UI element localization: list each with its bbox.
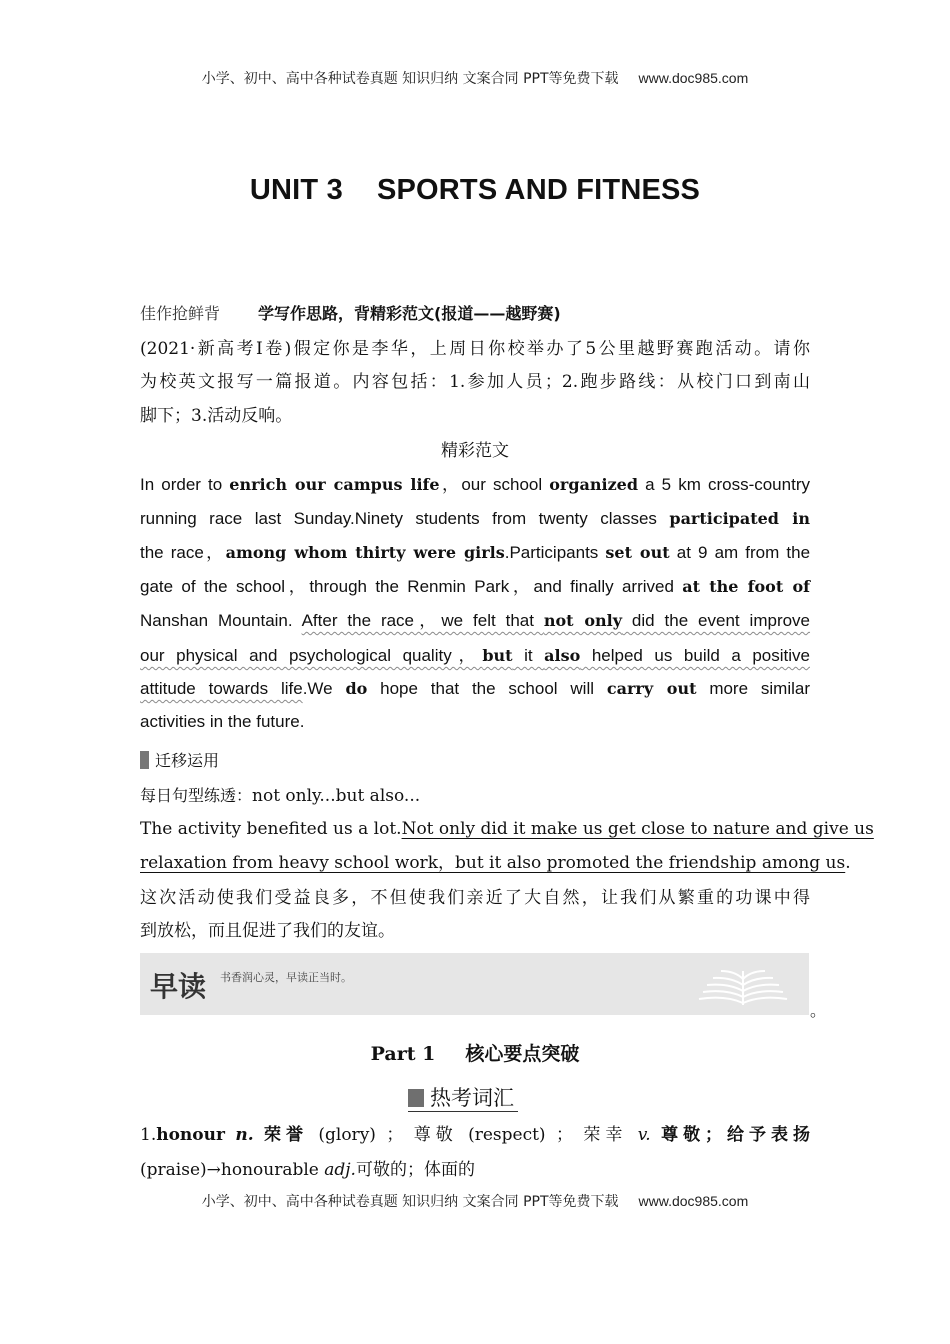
essay-text: In order to	[140, 475, 230, 494]
essay-highlight: at the foot of	[682, 577, 810, 596]
essay-wavy-text: did the event improve	[622, 611, 811, 630]
essay-text: more similar	[696, 679, 810, 698]
essay-line-5	[140, 609, 810, 633]
pattern-line	[140, 784, 810, 808]
intro-subtitle: 学写作思路，背精彩范文(报道——越野赛)	[258, 304, 561, 323]
essay-highlight: organized	[549, 475, 639, 494]
essay-wavy-text: After the race，we felt that	[301, 611, 544, 630]
essay-text: a 5 km cross-country	[638, 475, 810, 494]
footer-url[interactable]: www.doc985.com	[638, 1193, 749, 1209]
sentence-lead: The activity benefited us a lot.	[140, 819, 402, 839]
intro-label: 佳作抢鲜背	[140, 304, 221, 323]
vocab-entry-1-line-2	[140, 1158, 810, 1182]
prompt-line-1: (2021·新高考Ⅰ卷)假定你是李华，上周日你校举办了5公里越野赛跑活动。请你	[140, 339, 810, 359]
essay-text: ，our school	[439, 475, 550, 494]
essay-line-1	[140, 473, 810, 497]
translation-line-1: 这次活动使我们受益良多，不但使我们亲近了大自然，让我们从繁重的功课中得	[140, 888, 810, 908]
essay-highlight: participated in	[669, 509, 810, 528]
essay-wavy-text: helped us build a positive	[580, 646, 810, 665]
essay-line-4	[140, 575, 810, 599]
essay-text: hope that the school will	[367, 679, 607, 698]
translation-line-2: 到放松，而且促进了我们的友谊。	[140, 921, 395, 941]
unit-title	[0, 174, 950, 207]
header-url[interactable]: www.doc985.com	[638, 70, 749, 86]
essay-wavy-text: it	[512, 646, 545, 665]
entry-separator: ；	[386, 1125, 404, 1145]
banner-subtitle: 书香润心灵，早读正当时。	[220, 971, 352, 984]
essay-wavy-text: our physical and psychological quality，	[140, 646, 483, 665]
essay-highlight: also	[544, 646, 581, 665]
essay-text: at 9 am from the	[669, 543, 811, 562]
arrow-icon: →	[206, 1160, 221, 1180]
sentence-underlined: Not only did it make us get close to nature and give us	[401, 819, 874, 839]
part-title: 核心要点突破	[465, 1043, 580, 1065]
essay-highlight: enrich our campus life	[229, 475, 440, 494]
banner-title: 早读	[150, 970, 207, 1003]
essay-highlight: among whom thirty were girls	[225, 543, 505, 562]
essay-text: running race last Sunday.Ninety students from twenty classes	[140, 509, 670, 528]
entry-number: 1.	[140, 1125, 157, 1145]
essay-line-2	[140, 507, 810, 531]
section-marker-icon	[408, 1089, 424, 1107]
vocab-entry-1-line-1	[140, 1123, 810, 1147]
entry-gloss: (praise)	[140, 1160, 207, 1180]
entry-gloss: (respect)	[468, 1125, 546, 1145]
site-footer	[0, 1191, 950, 1211]
essay-highlight: but	[482, 646, 513, 665]
entry-gloss: (glory)	[318, 1125, 376, 1145]
footer-text: 小学、初中、高中各种试卷真题 知识归纳 文案合同 PPT等免费下载	[201, 1194, 619, 1210]
essay-highlight: set out	[605, 543, 670, 562]
site-header	[0, 68, 950, 88]
essay-highlight: carry out	[606, 679, 697, 698]
part-heading	[0, 1039, 950, 1066]
essay-text: .We	[302, 679, 346, 698]
pattern-text: not only...but also...	[252, 786, 421, 806]
essay-line-7	[140, 677, 810, 701]
entry-pos: adj.	[324, 1160, 356, 1180]
pattern-label: 每日句型练透：	[140, 786, 253, 805]
unit-number: UNIT 3	[249, 174, 343, 206]
sentence-end: .	[845, 853, 851, 873]
intro-heading	[140, 302, 810, 326]
entry-meaning: 尊敬	[413, 1125, 458, 1145]
sentence-underlined: relaxation from heavy school work，but it also promoted the friendship among us	[140, 853, 846, 873]
essay-wavy-text: attitude towards life	[140, 679, 303, 698]
essay-highlight: not only	[543, 611, 623, 630]
vocab-heading-text: 热考词汇	[430, 1086, 514, 1110]
morning-reading-banner	[140, 953, 809, 1015]
essay-text: activities in the future.	[140, 712, 305, 731]
essay-heading: 精彩范文	[441, 441, 509, 461]
essay-text: Nanshan Mountain.	[140, 611, 302, 630]
entry-word: honour	[156, 1125, 225, 1145]
entry-separator: ；	[555, 1125, 573, 1145]
entry-derived-word: honourable	[220, 1160, 319, 1180]
essay-highlight: do	[345, 679, 368, 698]
prompt-line-3: 脚下；3.活动反响。	[140, 406, 293, 426]
essay-text: .Participants	[504, 543, 606, 562]
banner-trailing-period: 。	[810, 1001, 827, 1020]
prompt-line-2: 为校英文报写一篇报道。内容包括：1.参加人员；2.跑步路线：从校门口到南山	[140, 372, 810, 392]
essay-line-6	[140, 644, 810, 668]
open-book-icon	[695, 965, 791, 1007]
essay-text: the race，	[140, 543, 226, 562]
section-marker-icon	[140, 751, 149, 769]
part-number: Part 1	[370, 1043, 436, 1065]
essay-text: gate of the school，through the Renmin Park，and finally arrived	[140, 577, 683, 596]
entry-meaning: 可敬的；体面的	[355, 1160, 475, 1180]
header-text: 小学、初中、高中各种试卷真题 知识归纳 文案合同 PPT等免费下载	[201, 71, 619, 87]
essay-line-8	[140, 710, 810, 734]
vocab-heading	[408, 1085, 518, 1112]
entry-meaning: 尊敬；给予表扬	[661, 1125, 810, 1145]
practice-heading	[140, 749, 810, 773]
essay-line-3	[140, 541, 810, 565]
unit-name: SPORTS AND FITNESS	[376, 174, 701, 206]
practice-heading-text: 迁移运用	[155, 751, 220, 770]
entry-pos: n.	[235, 1125, 254, 1145]
entry-meaning: 荣幸	[583, 1125, 628, 1145]
entry-meaning: 荣誉	[264, 1125, 308, 1145]
sentence-line-1	[140, 817, 874, 841]
entry-pos: v.	[637, 1125, 651, 1145]
sentence-line-2	[140, 851, 851, 875]
